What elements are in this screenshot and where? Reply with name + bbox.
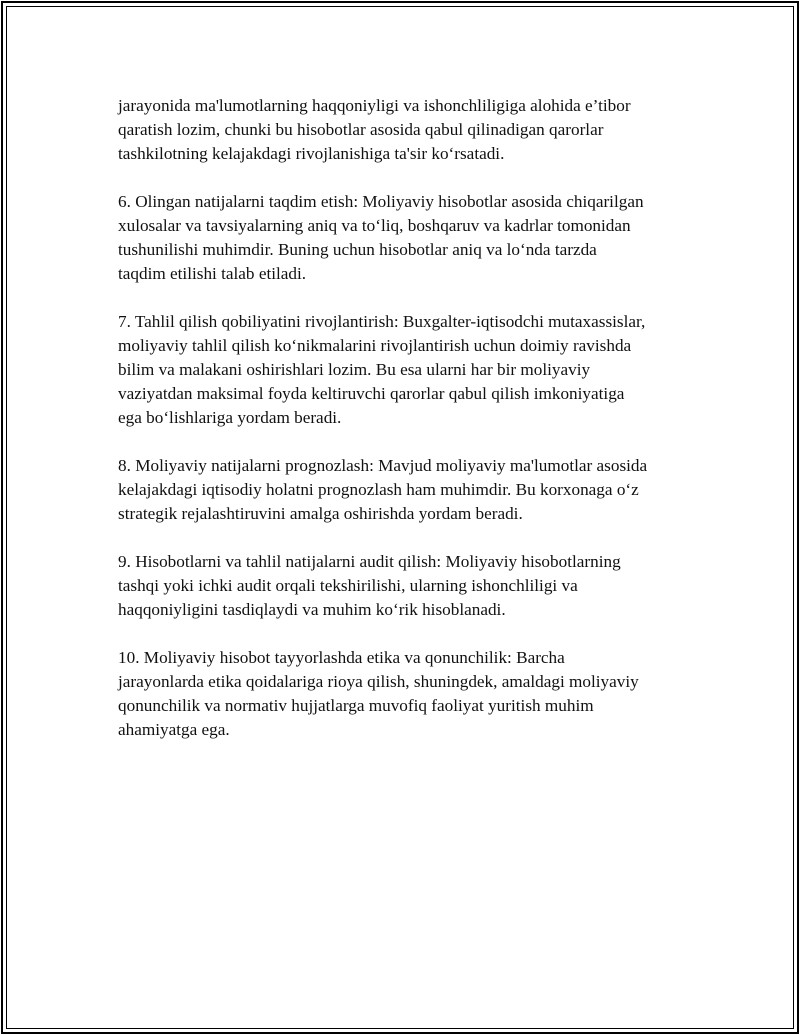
document-body <box>118 94 718 766</box>
paragraph-continuation: jarayonida ma'lumotlarning haqqoniyligi va ishonchliligiga alohida e’tibor qaratish lozim, chunki bu hisobotlar asosida qabul qilinadigan qarorlar tashkilotning kelajakdagi rivojlanishiga ta'sir ko‘rsatadi. <box>118 96 631 163</box>
paragraph-item-7: 7. Tahlil qilish qobiliyatini rivojlantirish: Buxgalter-iqtisodchi mutaxassislar, moliyaviy tahlil qilish ko‘nikmalarini rivojlantirish uchun doimiy ravishda bilim va malakani oshirishlari lozim. Bu esa ularni har bir moliyaviy vaziyatdan maksimal foyda keltiruvchi qarorlar qabul qilish imkoniyatiga ega bo‘lishlariga yordam beradi. <box>118 312 646 427</box>
paragraph-item-6: 6. Olingan natijalarni taqdim etish: Moliyaviy hisobotlar asosida chiqarilgan xulosalar va tavsiyalarning aniq va to‘liq, boshqaruv va kadrlar tomonidan tushunilishi muhimdir. Buning uchun hisobotlar aniq va lo‘nda tarzda taqdim etilishi talab etiladi. <box>118 192 644 283</box>
paragraph-item-10: 10. Moliyaviy hisobot tayyorlashda etika va qonunchilik: Barcha jarayonlarda etika qoidalariga rioya qilish, shuningdek, amaldagi moliyaviy qonunchilik va normativ hujjatlarga muvofiq faoliyat yuritish muhim ahamiyatga ega. <box>118 648 639 739</box>
paragraph-item-9: 9. Hisobotlarni va tahlil natijalarni audit qilish: Moliyaviy hisobotlarning tashqi yoki ichki audit orqali tekshirilishi, ularning ishonchliligi va haqqoniyligini tasdiqlaydi va muhim ko‘rik hisoblanadi. <box>118 552 621 619</box>
paragraph-item-8: 8. Moliyaviy natijalarni prognozlash: Mavjud moliyaviy ma'lumotlar asosida kelajakdagi iqtisodiy holatni prognozlash ham muhimdir. Bu korxonaga o‘z strategik rejalashtiruvini amalga oshirishda yordam beradi. <box>118 456 648 523</box>
